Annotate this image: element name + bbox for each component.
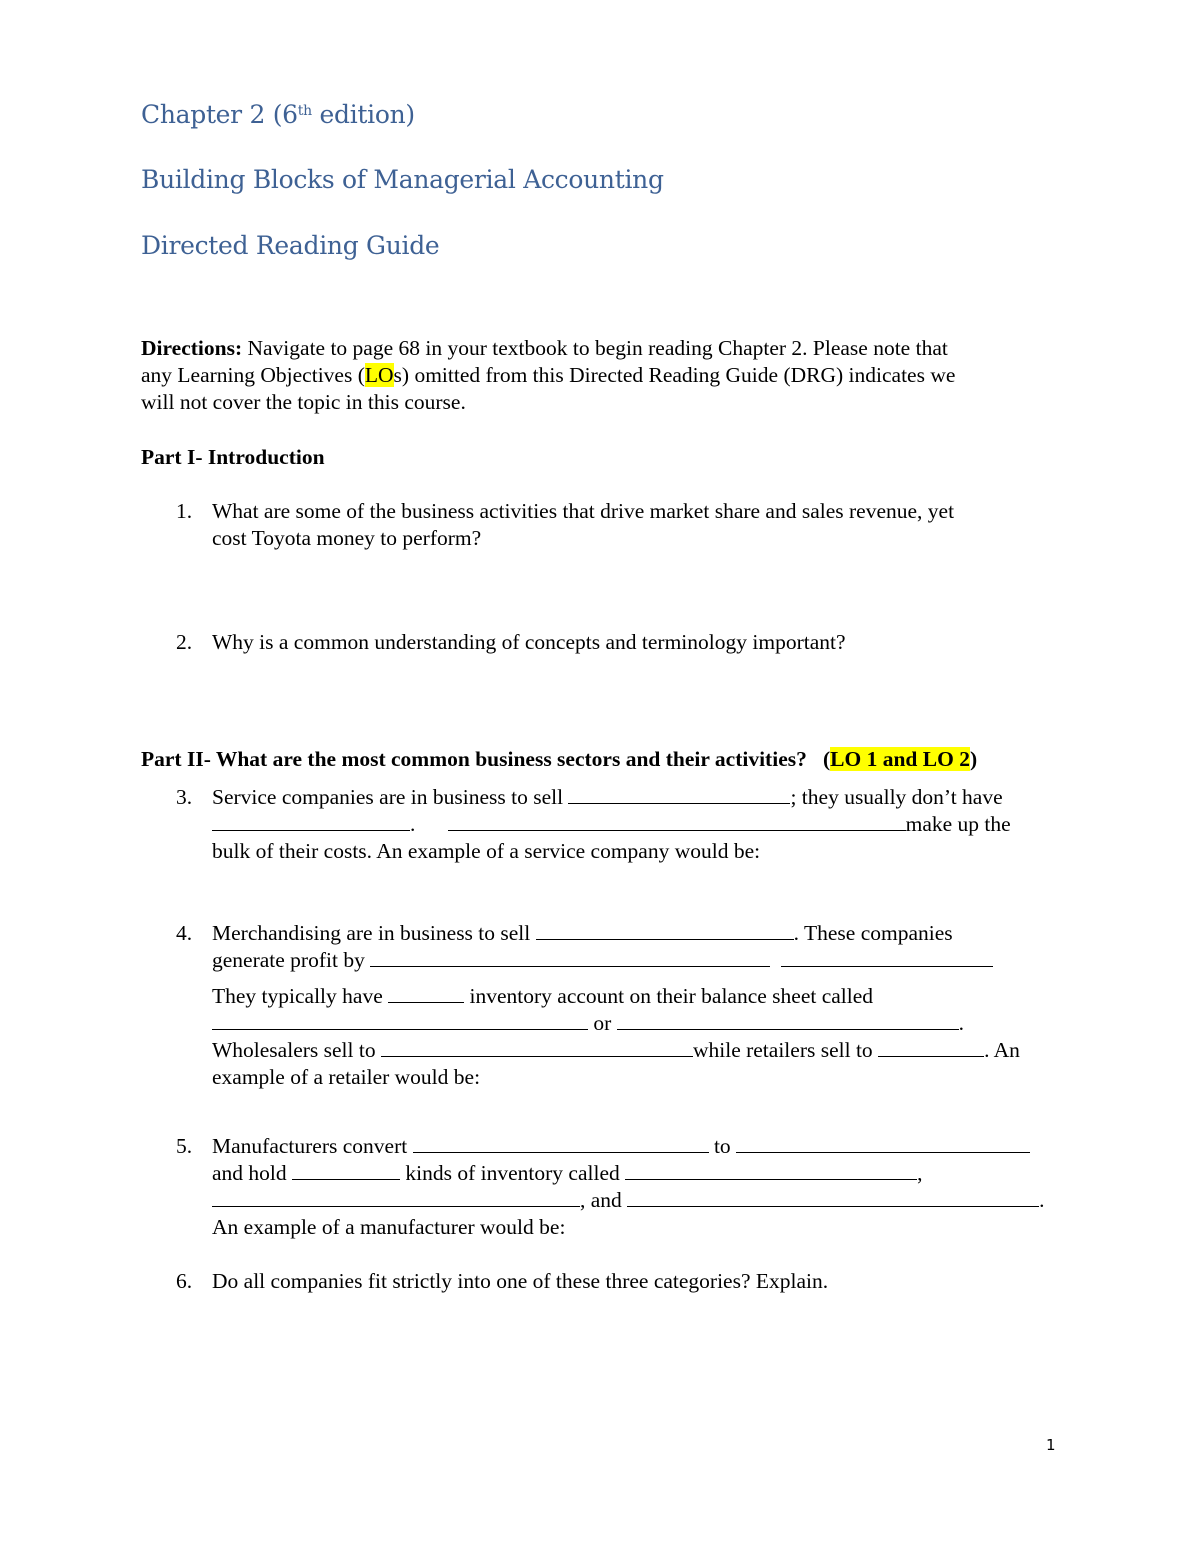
fill-in-blank[interactable] [212, 1010, 588, 1030]
part-2-title [141, 746, 1071, 773]
q5-text-a: Manufacturers convert [212, 1134, 413, 1158]
fill-in-blank[interactable] [381, 1037, 693, 1057]
q4-text-d: They typically have [212, 984, 389, 1008]
q3-text-e: bulk of their costs. An example of a service company would be: [212, 839, 761, 863]
fill-in-blank[interactable] [536, 920, 794, 940]
subtitle-heading: Building Blocks of Managerial Accounting [141, 165, 664, 194]
fill-in-blank[interactable] [413, 1133, 709, 1153]
lo-highlight: LO [364, 363, 394, 387]
q5-text-d: kinds of inventory called [400, 1161, 626, 1185]
q5-text-h: An example of a manufacturer would be: [212, 1215, 566, 1239]
q4-text-k: example of a retailer would be: [212, 1065, 481, 1089]
q4-text-g: . [958, 1011, 965, 1035]
fill-in-blank[interactable] [617, 1010, 959, 1030]
q4-text-e: inventory account on their balance sheet called [464, 984, 874, 1008]
fill-in-blank[interactable] [736, 1133, 1030, 1153]
page-number: 1 [1046, 1436, 1056, 1454]
q3-text-c: . [410, 812, 416, 836]
q5-text-e: , [917, 1161, 923, 1185]
fill-in-blank[interactable] [781, 947, 993, 967]
q4-text-h: Wholesalers sell to [212, 1038, 381, 1062]
q4-text-i: while retailers sell to [692, 1038, 879, 1062]
question-number: 3. [176, 785, 193, 809]
fill-in-blank[interactable] [448, 811, 906, 831]
directions-paragraph [141, 335, 1041, 416]
question-6-text: Do all companies fit strictly into one of these three categories? Explain. [212, 1269, 829, 1293]
q3-text-d: make up the [905, 812, 1011, 836]
lo-open-paren: ( [822, 747, 831, 771]
chapter-heading-sup: th [297, 103, 312, 119]
question-2-line-1: Why is a common understanding of concepts and terminology important? [212, 630, 846, 654]
q5-text-g: . [1039, 1188, 1045, 1212]
lo-close-paren: ) [969, 747, 978, 771]
q3-text-a: Service companies are in business to sell [212, 785, 569, 809]
chapter-heading-text: Chapter 2 (6 [141, 100, 298, 129]
fill-in-blank[interactable] [212, 811, 410, 831]
directions-line-3: will not cover the topic in this course. [141, 390, 466, 414]
q5-text-b: to [708, 1134, 737, 1158]
question-number: 2. [176, 630, 193, 654]
directions-line-2a: any Learning Objectives ( [141, 363, 365, 387]
q4-text-a: Merchandising are in business to sell [212, 921, 536, 945]
part-1-title: Part I- Introduction [141, 445, 325, 469]
directions-line-1: Navigate to page 68 in your textbook to begin reading Chapter 2. Please note that [242, 336, 948, 360]
q3-text-b: ; they usually don’t have [790, 785, 1003, 809]
q4-text-f: or [588, 1011, 617, 1035]
directions-label: Directions: [141, 336, 243, 360]
directions-line-2b: s) omitted from this Directed Reading Guide (DRG) indicates we [393, 363, 956, 387]
q4-text-b: . These companies [793, 921, 953, 945]
question-number: 1. [176, 499, 193, 523]
fill-in-blank[interactable] [212, 1187, 580, 1207]
question-number: 5. [176, 1134, 193, 1158]
chapter-heading [141, 100, 415, 130]
fill-in-blank[interactable] [568, 784, 790, 804]
question-1-line-2: cost Toyota money to perform? [212, 526, 482, 550]
fill-in-blank[interactable] [370, 947, 770, 967]
question-1-line-1: What are some of the business activities that drive market share and sales revenue, yet [212, 499, 955, 523]
part-2-title-text: Part II- What are the most common business sectors and their activities? [141, 747, 807, 771]
fill-in-blank[interactable] [625, 1160, 917, 1180]
q4-text-j: . An [984, 1038, 1020, 1062]
lo-range-highlight: LO 1 and LO 2 [830, 747, 970, 771]
fill-in-blank[interactable] [292, 1160, 400, 1180]
fill-in-blank[interactable] [627, 1187, 1039, 1207]
q4-text-c: generate profit by [212, 948, 371, 972]
question-number: 4. [176, 921, 193, 945]
question-number: 6. [176, 1269, 193, 1293]
chapter-heading-suffix: edition) [311, 100, 415, 129]
q5-text-f: , and [580, 1188, 628, 1212]
fill-in-blank[interactable] [388, 983, 464, 1003]
fill-in-blank[interactable] [878, 1037, 984, 1057]
q5-text-c: and hold [212, 1161, 293, 1185]
guide-title-heading: Directed Reading Guide [141, 231, 440, 260]
